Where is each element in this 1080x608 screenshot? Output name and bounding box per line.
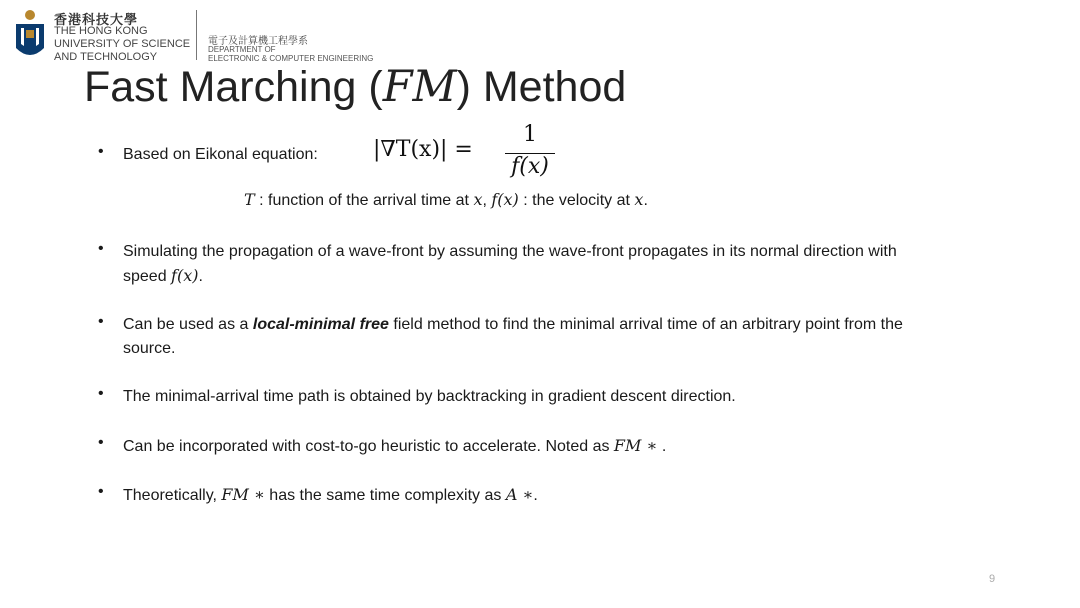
slide-title: Fast Marching (FM) Method (84, 62, 627, 112)
equation-note: T : function of the arrival time at x, f(x) : the velocity at x. (244, 190, 648, 209)
department-name-zh: 電子及計算機工程學系 (208, 36, 308, 47)
equation-lhs: |∇T(x)| = (373, 137, 473, 162)
header-divider (196, 10, 197, 60)
university-name-zh: 香港科技大學 (54, 13, 139, 28)
department-name-en: DEPARTMENT OF ELECTRONIC & COMPUTER ENGINEERING (208, 45, 374, 63)
university-crest-logo (12, 8, 48, 64)
page-number: 9 (989, 573, 996, 585)
university-name-en: THE HONG KONG UNIVERSITY OF SCIENCE AND TECHNOLOGY (54, 25, 191, 63)
